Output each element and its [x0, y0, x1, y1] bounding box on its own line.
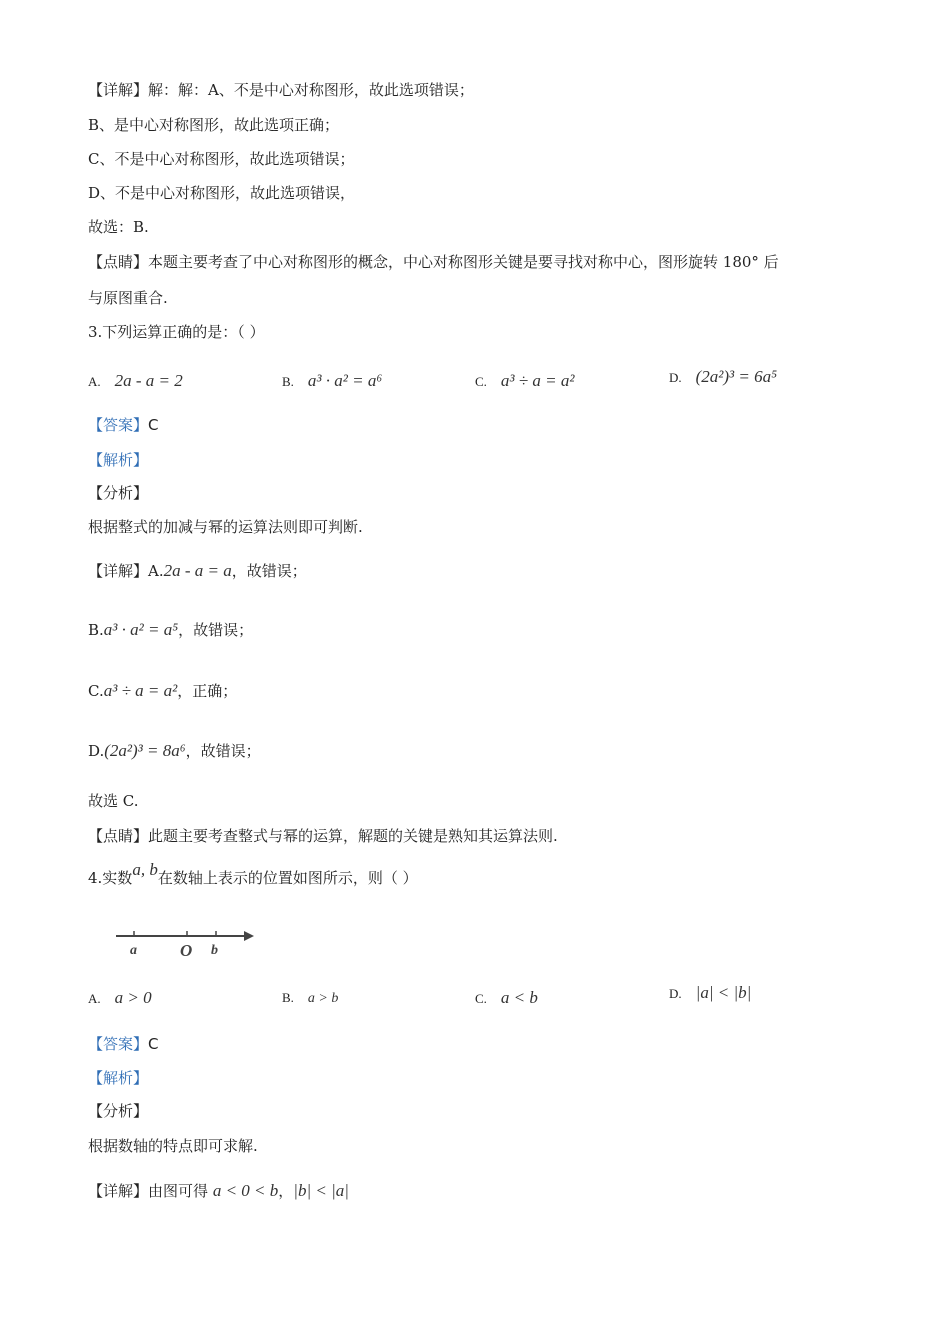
q3-detail-b: B.a³ · a² = a⁵，故错误； [88, 620, 254, 639]
q3-detail-a: 【详解】A.2a - a = a，故错误； [88, 561, 307, 580]
q3-analysis-tag: 【解析】 [88, 451, 149, 469]
question-3-title: 3.下列运算正确的是：（ ） [88, 323, 265, 341]
q4-detail: 【详解】由图可得 a < 0 < b，|b| < |a| [88, 1181, 349, 1200]
q4-answer: 【答案】C [88, 1035, 159, 1053]
detail-line-1: 【详解】解：解：A、不是中心对称图形，故此选项错误； [88, 81, 474, 99]
q3-answer: 【答案】C [88, 416, 159, 434]
q4-fenxi-tag: 【分析】 [88, 1102, 149, 1120]
q4-option-b: B. a > b [282, 990, 339, 1006]
q3-option-d: D. (2a²)³ = 6a⁵ [669, 367, 778, 386]
q4-fenxi-text: 根据数轴的特点即可求解. [88, 1137, 258, 1155]
q3-detail-c: C.a³ ÷ a = a²，正确； [88, 681, 238, 700]
detail-line-2: B、是中心对称图形，故此选项正确； [88, 116, 340, 134]
q3-option-a: A. 2a - a = 2 [88, 371, 183, 390]
number-line [112, 922, 262, 964]
axis-label-b: b [211, 943, 218, 958]
q4-option-d: D. |a| < |b| [669, 983, 752, 1002]
number-line-arrow [244, 931, 254, 941]
detail-line-3: C、不是中心对称图形，故此选项错误； [88, 150, 355, 168]
q3-fenxi-text: 根据整式的加减与幂的运算法则即可判断. [88, 518, 363, 536]
q3-detail-d: D.(2a²)³ = 8a⁶，故错误； [88, 741, 261, 760]
q3-option-c: C. a³ ÷ a = a² [475, 371, 575, 390]
axis-label-a: a [130, 943, 137, 958]
dianjing-line-1: 【点睛】本题主要考查了中心对称图形的概念，中心对称图形关键是要寻找对称中心，图形旋转 180° 后 [88, 253, 779, 271]
q3-dianjing: 【点睛】此题主要考查整式与幂的运算，解题的关键是熟知其运算法则. [88, 827, 558, 845]
conclusion-line: 故选：B. [88, 218, 149, 236]
q4-analysis-tag: 【解析】 [88, 1069, 149, 1087]
axis-label-o: O [180, 941, 193, 960]
q4-option-c: C. a < b [475, 988, 538, 1007]
detail-line-4: D、不是中心对称图形，故此选项错误， [88, 184, 356, 202]
question-4-title: 4.实数a, b在数轴上表示的位置如图所示，则（ ） [88, 860, 418, 887]
q3-conclusion: 故选 C. [88, 792, 139, 810]
dianjing-line-2: 与原图重合. [88, 289, 168, 307]
q3-fenxi-tag: 【分析】 [88, 484, 149, 502]
q4-option-a: A. a > 0 [88, 988, 152, 1007]
q3-option-b: B. a³ · a² = a⁶ [282, 371, 383, 390]
